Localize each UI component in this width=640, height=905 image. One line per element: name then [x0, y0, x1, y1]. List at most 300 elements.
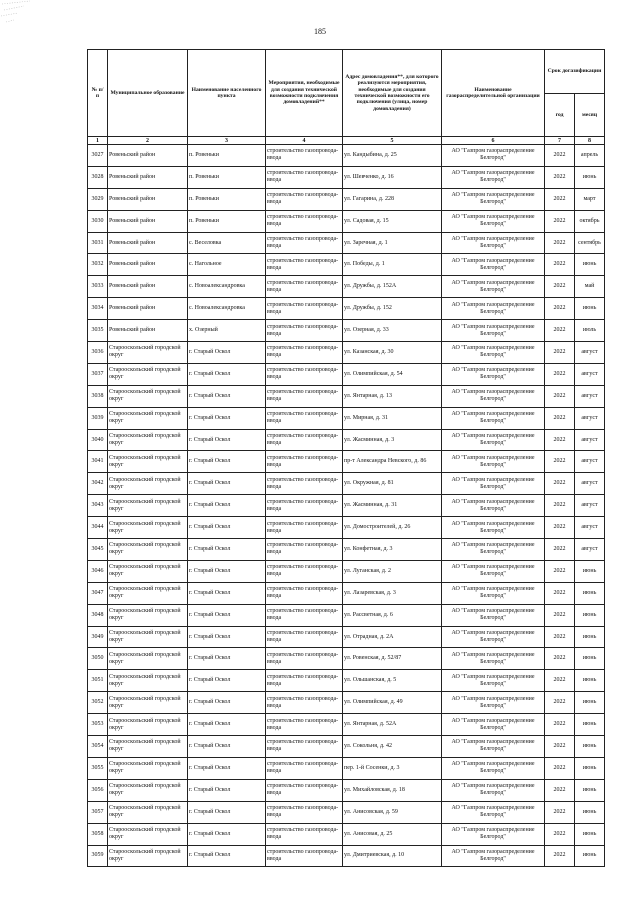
activity-cell: строительство газопровода-ввода [266, 517, 343, 539]
address-cell: ул. Анисовская, д. 59 [343, 801, 442, 823]
address-cell: ул. Лазаревская, д. 3 [343, 582, 442, 604]
activity-cell: строительство газопровода-ввода [266, 757, 343, 779]
month-cell: август [575, 429, 605, 451]
municipality-cell: Старооскольский городской округ [108, 539, 188, 561]
column-number: 7 [545, 137, 575, 145]
column-number: 6 [442, 137, 545, 145]
row-number: 3032 [88, 254, 108, 276]
address-cell: ул. Садовая, д. 15 [343, 210, 442, 232]
row-number: 3036 [88, 342, 108, 364]
settlement-cell: г. Старый Оскол [188, 801, 266, 823]
table-row [88, 517, 605, 539]
municipality-cell: Ровеньский район [108, 188, 188, 210]
row-number: 3027 [88, 145, 108, 167]
address-cell: ул. Олимпийская, д. 54 [343, 363, 442, 385]
activity-cell: строительство газопровода-ввода [266, 626, 343, 648]
row-number: 3049 [88, 626, 108, 648]
settlement-cell: г. Старый Оскол [188, 517, 266, 539]
activity-cell: строительство газопровода-ввода [266, 385, 343, 407]
year-cell: 2022 [545, 692, 575, 714]
year-cell: 2022 [545, 407, 575, 429]
gasification-table [87, 49, 605, 867]
municipality-cell: Старооскольский городской округ [108, 342, 188, 364]
settlement-cell: г. Старый Оскол [188, 342, 266, 364]
column-number-row [88, 137, 605, 145]
year-cell: 2022 [545, 473, 575, 495]
address-cell: ул. Дружбы, д. 152 [343, 298, 442, 320]
year-cell: 2022 [545, 670, 575, 692]
table-row [88, 714, 605, 736]
month-cell: сентябрь [575, 232, 605, 254]
activity-cell: строительство газопровода-ввода [266, 407, 343, 429]
row-number: 3054 [88, 736, 108, 758]
organization-cell: АО "Газпром газораспределение Белгород" [442, 736, 545, 758]
municipality-cell: Старооскольский городской округ [108, 582, 188, 604]
settlement-cell: г. Старый Оскол [188, 407, 266, 429]
table-row [88, 320, 605, 342]
settlement-cell: г. Старый Оскол [188, 473, 266, 495]
settlement-cell: г. Старый Оскол [188, 670, 266, 692]
table-row [88, 298, 605, 320]
year-cell: 2022 [545, 845, 575, 867]
header-activity: Мероприятия, необходимые для создания технической возможности подключения домовладений** [266, 50, 343, 137]
row-number: 3045 [88, 539, 108, 561]
column-number: 3 [188, 137, 266, 145]
column-number: 2 [108, 137, 188, 145]
activity-cell: строительство газопровода-ввода [266, 560, 343, 582]
settlement-cell: п. Ровеньки [188, 188, 266, 210]
row-number: 3034 [88, 298, 108, 320]
header-settlement: Наименование населенного пункта [188, 50, 266, 137]
settlement-cell: г. Старый Оскол [188, 779, 266, 801]
month-cell: июнь [575, 166, 605, 188]
municipality-cell: Старооскольский городской округ [108, 845, 188, 867]
row-number: 3048 [88, 604, 108, 626]
year-cell: 2022 [545, 539, 575, 561]
year-cell: 2022 [545, 582, 575, 604]
column-number: 1 [88, 137, 108, 145]
activity-cell: строительство газопровода-ввода [266, 801, 343, 823]
month-cell: июнь [575, 298, 605, 320]
organization-cell: АО "Газпром газораспределение Белгород" [442, 495, 545, 517]
activity-cell: строительство газопровода-ввода [266, 342, 343, 364]
settlement-cell: г. Старый Оскол [188, 648, 266, 670]
table-row [88, 188, 605, 210]
month-cell: июнь [575, 626, 605, 648]
month-cell: август [575, 407, 605, 429]
organization-cell: АО "Газпром газораспределение Белгород" [442, 845, 545, 867]
year-cell: 2022 [545, 495, 575, 517]
row-number: 3046 [88, 560, 108, 582]
row-number: 3030 [88, 210, 108, 232]
table-row [88, 429, 605, 451]
organization-cell: АО "Газпром газораспределение Белгород" [442, 560, 545, 582]
table-row [88, 495, 605, 517]
organization-cell: АО "Газпром газораспределение Белгород" [442, 385, 545, 407]
municipality-cell: Ровеньский район [108, 276, 188, 298]
organization-cell: АО "Газпром газораспределение Белгород" [442, 779, 545, 801]
organization-cell: АО "Газпром газораспределение Белгород" [442, 298, 545, 320]
column-number: 8 [575, 137, 605, 145]
municipality-cell: Старооскольский городской округ [108, 560, 188, 582]
month-cell: апрель [575, 145, 605, 167]
settlement-cell: г. Старый Оскол [188, 560, 266, 582]
address-cell: пер. 1-й Сосенки, д. 3 [343, 757, 442, 779]
month-cell: июнь [575, 670, 605, 692]
address-cell: ул. Мирная, д. 31 [343, 407, 442, 429]
header-num: № п/п [88, 50, 108, 137]
table-row [88, 692, 605, 714]
organization-cell: АО "Газпром газораспределение Белгород" [442, 692, 545, 714]
row-number: 3047 [88, 582, 108, 604]
address-cell: ул. Казанская, д. 30 [343, 342, 442, 364]
address-cell: ул. Жасминная, д. 31 [343, 495, 442, 517]
year-cell: 2022 [545, 276, 575, 298]
row-number: 3056 [88, 779, 108, 801]
year-cell: 2022 [545, 363, 575, 385]
row-number: 3055 [88, 757, 108, 779]
row-number: 3058 [88, 823, 108, 845]
table-row [88, 363, 605, 385]
organization-cell: АО "Газпром газораспределение Белгород" [442, 407, 545, 429]
settlement-cell: г. Старый Оскол [188, 429, 266, 451]
activity-cell: строительство газопровода-ввода [266, 495, 343, 517]
table-row [88, 604, 605, 626]
settlement-cell: г. Старый Оскол [188, 582, 266, 604]
settlement-cell: г. Старый Оскол [188, 692, 266, 714]
activity-cell: строительство газопровода-ввода [266, 320, 343, 342]
year-cell: 2022 [545, 298, 575, 320]
row-number: 3038 [88, 385, 108, 407]
year-cell: 2022 [545, 517, 575, 539]
settlement-cell: г. Старый Оскол [188, 757, 266, 779]
municipality-cell: Старооскольский городской округ [108, 517, 188, 539]
settlement-cell: с. Нагольное [188, 254, 266, 276]
row-number: 3052 [88, 692, 108, 714]
activity-cell: строительство газопровода-ввода [266, 714, 343, 736]
address-cell: ул. Окружная, д. 81 [343, 473, 442, 495]
year-cell: 2022 [545, 342, 575, 364]
year-cell: 2022 [545, 385, 575, 407]
address-cell: ул. Анисовая, д. 25 [343, 823, 442, 845]
organization-cell: АО "Газпром газораспределение Белгород" [442, 823, 545, 845]
year-cell: 2022 [545, 604, 575, 626]
address-cell: ул. Отрадная, д. 2А [343, 626, 442, 648]
year-cell: 2022 [545, 757, 575, 779]
municipality-cell: Старооскольский городской округ [108, 363, 188, 385]
row-number: 3041 [88, 451, 108, 473]
settlement-cell: г. Старый Оскол [188, 363, 266, 385]
address-cell: ул. Победы, д. 1 [343, 254, 442, 276]
municipality-cell: Ровеньский район [108, 166, 188, 188]
month-cell: октябрь [575, 210, 605, 232]
address-cell: ул. Домостроителей, д. 26 [343, 517, 442, 539]
year-cell: 2022 [545, 648, 575, 670]
municipality-cell: Ровеньский район [108, 298, 188, 320]
activity-cell: строительство газопровода-ввода [266, 823, 343, 845]
organization-cell: АО "Газпром газораспределение Белгород" [442, 429, 545, 451]
year-cell: 2022 [545, 145, 575, 167]
organization-cell: АО "Газпром газораспределение Белгород" [442, 648, 545, 670]
address-cell: ул. Заречная, д. 1 [343, 232, 442, 254]
table-row [88, 451, 605, 473]
header-year: год [545, 94, 575, 137]
activity-cell: строительство газопровода-ввода [266, 145, 343, 167]
row-number: 3050 [88, 648, 108, 670]
activity-cell: строительство газопровода-ввода [266, 276, 343, 298]
year-cell: 2022 [545, 210, 575, 232]
table-row [88, 232, 605, 254]
header-month: месяц [575, 94, 605, 137]
municipality-cell: Старооскольский городской округ [108, 736, 188, 758]
table-row [88, 145, 605, 167]
activity-cell: строительство газопровода-ввода [266, 539, 343, 561]
month-cell: июнь [575, 714, 605, 736]
month-cell: март [575, 188, 605, 210]
table-row [88, 342, 605, 364]
row-number: 3042 [88, 473, 108, 495]
municipality-cell: Старооскольский городской округ [108, 648, 188, 670]
organization-cell: АО "Газпром газораспределение Белгород" [442, 801, 545, 823]
row-number: 3035 [88, 320, 108, 342]
organization-cell: АО "Газпром газораспределение Белгород" [442, 451, 545, 473]
month-cell: июнь [575, 560, 605, 582]
address-cell: ул. Михайловская, д. 18 [343, 779, 442, 801]
organization-cell: АО "Газпром газораспределение Белгород" [442, 473, 545, 495]
month-cell: май [575, 276, 605, 298]
settlement-cell: г. Старый Оскол [188, 736, 266, 758]
organization-cell: АО "Газпром газораспределение Белгород" [442, 757, 545, 779]
settlement-cell: г. Старый Оскол [188, 385, 266, 407]
organization-cell: АО "Газпром газораспределение Белгород" [442, 188, 545, 210]
municipality-cell: Ровеньский район [108, 145, 188, 167]
month-cell: июнь [575, 779, 605, 801]
address-cell: ул. Рассветная, д. 6 [343, 604, 442, 626]
address-cell: ул. Жасминная, д. 3 [343, 429, 442, 451]
year-cell: 2022 [545, 254, 575, 276]
municipality-cell: Старооскольский городской округ [108, 604, 188, 626]
municipality-cell: Старооскольский городской округ [108, 757, 188, 779]
address-cell: ул. Янтарная, д. 52А [343, 714, 442, 736]
year-cell: 2022 [545, 166, 575, 188]
header-org: Наименование газораспределительной организации [442, 50, 545, 137]
table-row [88, 823, 605, 845]
organization-cell: АО "Газпром газораспределение Белгород" [442, 670, 545, 692]
row-number: 3028 [88, 166, 108, 188]
month-cell: август [575, 539, 605, 561]
settlement-cell: г. Старый Оскол [188, 495, 266, 517]
row-number: 3053 [88, 714, 108, 736]
row-number: 3033 [88, 276, 108, 298]
organization-cell: АО "Газпром газораспределение Белгород" [442, 582, 545, 604]
year-cell: 2022 [545, 736, 575, 758]
activity-cell: строительство газопровода-ввода [266, 232, 343, 254]
settlement-cell: х. Озерный [188, 320, 266, 342]
row-number: 3044 [88, 517, 108, 539]
month-cell: август [575, 451, 605, 473]
year-cell: 2022 [545, 451, 575, 473]
month-cell: июнь [575, 254, 605, 276]
settlement-cell: с. Новоалександровка [188, 298, 266, 320]
activity-cell: строительство газопровода-ввода [266, 363, 343, 385]
month-cell: август [575, 385, 605, 407]
activity-cell: строительство газопровода-ввода [266, 254, 343, 276]
table-row [88, 254, 605, 276]
table-row [88, 582, 605, 604]
activity-cell: строительство газопровода-ввода [266, 736, 343, 758]
table-row [88, 736, 605, 758]
month-cell: июль [575, 320, 605, 342]
address-cell: ул. Озерная, д. 33 [343, 320, 442, 342]
row-number: 3057 [88, 801, 108, 823]
municipality-cell: Старооскольский городской округ [108, 670, 188, 692]
table-row [88, 473, 605, 495]
month-cell: июнь [575, 823, 605, 845]
organization-cell: АО "Газпром газораспределение Белгород" [442, 210, 545, 232]
address-cell: ул. Олимпийская, д. 49 [343, 692, 442, 714]
table-row [88, 276, 605, 298]
municipality-cell: Ровеньский район [108, 320, 188, 342]
address-cell: ул. Ольшанская, д. 5 [343, 670, 442, 692]
municipality-cell: Ровеньский район [108, 232, 188, 254]
row-number: 3043 [88, 495, 108, 517]
table-row [88, 166, 605, 188]
settlement-cell: г. Старый Оскол [188, 845, 266, 867]
table-row [88, 801, 605, 823]
year-cell: 2022 [545, 626, 575, 648]
activity-cell: строительство газопровода-ввода [266, 670, 343, 692]
year-cell: 2022 [545, 823, 575, 845]
month-cell: август [575, 342, 605, 364]
organization-cell: АО "Газпром газораспределение Белгород" [442, 626, 545, 648]
month-cell: июнь [575, 648, 605, 670]
municipality-cell: Старооскольский городской округ [108, 385, 188, 407]
year-cell: 2022 [545, 429, 575, 451]
month-cell: июнь [575, 604, 605, 626]
row-number: 3037 [88, 363, 108, 385]
organization-cell: АО "Газпром газораспределение Белгород" [442, 232, 545, 254]
header-address: Адрес домовладения**, для которого реализуются мероприятия, необходимые для создания технической возможности его подключения (улица, номер домовладения) [343, 50, 442, 137]
settlement-cell: с. Новоалександровка [188, 276, 266, 298]
header-term: Срок догазификации [545, 50, 605, 94]
address-cell: ул. Луганская, д. 2 [343, 560, 442, 582]
address-cell: ул. Янтарная, д. 13 [343, 385, 442, 407]
organization-cell: АО "Газпром газораспределение Белгород" [442, 254, 545, 276]
month-cell: июнь [575, 757, 605, 779]
settlement-cell: п. Ровеньки [188, 210, 266, 232]
table-row [88, 626, 605, 648]
organization-cell: АО "Газпром газораспределение Белгород" [442, 166, 545, 188]
address-cell: ул. Гагарина, д. 228 [343, 188, 442, 210]
municipality-cell: Старооскольский городской округ [108, 626, 188, 648]
municipality-cell: Старооскольский городской округ [108, 779, 188, 801]
table-row [88, 560, 605, 582]
month-cell: июнь [575, 582, 605, 604]
row-number: 3031 [88, 232, 108, 254]
month-cell: август [575, 495, 605, 517]
table-row [88, 779, 605, 801]
activity-cell: строительство газопровода-ввода [266, 582, 343, 604]
table-body [88, 145, 605, 867]
settlement-cell: г. Старый Оскол [188, 451, 266, 473]
municipality-cell: Старооскольский городской округ [108, 714, 188, 736]
organization-cell: АО "Газпром газораспределение Белгород" [442, 276, 545, 298]
municipality-cell: Старооскольский городской округ [108, 473, 188, 495]
row-number: 3029 [88, 188, 108, 210]
organization-cell: АО "Газпром газораспределение Белгород" [442, 342, 545, 364]
table-row [88, 648, 605, 670]
row-number: 3039 [88, 407, 108, 429]
address-cell: ул. Дмитриевская, д. 10 [343, 845, 442, 867]
municipality-cell: Старооскольский городской округ [108, 407, 188, 429]
activity-cell: строительство газопровода-ввода [266, 210, 343, 232]
activity-cell: строительство газопровода-ввода [266, 845, 343, 867]
settlement-cell: г. Старый Оскол [188, 604, 266, 626]
table-row [88, 407, 605, 429]
municipality-cell: Старооскольский городской округ [108, 429, 188, 451]
table-row [88, 845, 605, 867]
year-cell: 2022 [545, 801, 575, 823]
activity-cell: строительство газопровода-ввода [266, 298, 343, 320]
address-cell: пр-т Александра Невского, д. 86 [343, 451, 442, 473]
month-cell: август [575, 363, 605, 385]
address-cell: ул. Шевченко, д. 16 [343, 166, 442, 188]
row-number: 3059 [88, 845, 108, 867]
municipality-cell: Старооскольский городской округ [108, 495, 188, 517]
settlement-cell: г. Старый Оскол [188, 626, 266, 648]
settlement-cell: г. Старый Оскол [188, 539, 266, 561]
address-cell: ул. Ровенская, д. 52/87 [343, 648, 442, 670]
settlement-cell: г. Старый Оскол [188, 714, 266, 736]
table-row [88, 210, 605, 232]
month-cell: август [575, 473, 605, 495]
activity-cell: строительство газопровода-ввода [266, 648, 343, 670]
activity-cell: строительство газопровода-ввода [266, 473, 343, 495]
organization-cell: АО "Газпром газораспределение Белгород" [442, 539, 545, 561]
activity-cell: строительство газопровода-ввода [266, 451, 343, 473]
table-row [88, 539, 605, 561]
address-cell: ул. Сокольня, д. 42 [343, 736, 442, 758]
address-cell: ул. Конфетная, д. 3 [343, 539, 442, 561]
municipality-cell: Старооскольский городской округ [108, 823, 188, 845]
year-cell: 2022 [545, 714, 575, 736]
settlement-cell: п. Ровеньки [188, 145, 266, 167]
municipality-cell: Ровеньский район [108, 210, 188, 232]
municipality-cell: Ровеньский район [108, 254, 188, 276]
settlement-cell: п. Ровеньки [188, 166, 266, 188]
column-number: 4 [266, 137, 343, 145]
month-cell: июнь [575, 692, 605, 714]
header-municipality: Муниципальное образование [108, 50, 188, 137]
address-cell: ул. Кандыбина, д. 25 [343, 145, 442, 167]
row-number: 3040 [88, 429, 108, 451]
table-row [88, 757, 605, 779]
address-cell: ул. Дружбы, д. 152А [343, 276, 442, 298]
year-cell: 2022 [545, 560, 575, 582]
activity-cell: строительство газопровода-ввода [266, 779, 343, 801]
row-number: 3051 [88, 670, 108, 692]
organization-cell: АО "Газпром газораспределение Белгород" [442, 714, 545, 736]
activity-cell: строительство газопровода-ввода [266, 604, 343, 626]
month-cell: июнь [575, 845, 605, 867]
activity-cell: строительство газопровода-ввода [266, 166, 343, 188]
municipality-cell: Старооскольский городской округ [108, 451, 188, 473]
activity-cell: строительство газопровода-ввода [266, 188, 343, 210]
page-number: 185 [314, 27, 326, 36]
activity-cell: строительство газопровода-ввода [266, 429, 343, 451]
settlement-cell: с. Веселовка [188, 232, 266, 254]
year-cell: 2022 [545, 320, 575, 342]
